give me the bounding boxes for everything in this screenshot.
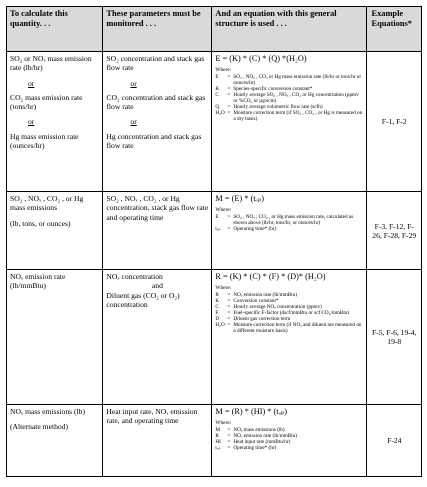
definition-item: K = Species-specific conversion constant* [215,87,363,93]
equation-cell [212,52,367,192]
definition-symbol: R [215,292,219,299]
equation-cell [212,192,367,270]
definition-text: Diluent gas correction term [233,315,291,322]
definition-text: Hourly average NOₓ concentration (ppmv) [233,304,322,311]
parameters-text: Heat input rate, NOₓ emission rate, and operating time [106,407,198,426]
parameters-cell [103,270,212,405]
definition-text: Moisture correction term (if NOₓ and diluent are measured on a different moisture basis) [233,321,362,334]
definition-symbol: E [215,74,219,81]
quantity-text: Hg mass emission rate (ounces/hr) [10,131,79,151]
definition-item: H₂O = Moisture correction term (if SO₂ , CO₂ , or Hg is measured on a dry basis) [215,109,363,122]
definition-symbol: tₒₚ [215,444,221,451]
definition-symbol: HI [215,439,221,446]
quantity-cell [7,405,103,477]
header-quantity: To calculate this quantity. . . [7,7,103,52]
definition-symbol: D [215,315,220,322]
parameters-cell [103,192,212,270]
definition-text: Moisture correction term (if SO₂ , CO₂ , or Hg is measured on a dry basis) [233,109,363,122]
definition-item: Q = Hourly average volumetric flow rate (scfh) [215,105,363,111]
quantity-cell [7,192,103,270]
definition-item: C = Hourly average SO₂ , NOₓ , CO₂ or Hg concentration (ppmv or %CO₂ or µg/scm) [215,93,363,105]
quantity-text: (Alternate method) [10,422,68,432]
definition-item: E = SO₂ , NOₓ , CO₂ or Hg mass emission rate (lb/hr or tons/hr or ounces/hr) [215,75,363,87]
definition-item: M = NOₓ mass emissions (lb) [215,428,363,434]
definition-text: Species-specific conversion constant* [233,86,313,93]
definition-symbol: tₒₚ [215,226,221,233]
definition-item: K = Conversion constant* [215,299,363,305]
definition-symbol: C [215,304,219,311]
definition-item: R = NOₓ emission rate (lb/mmBtu) [215,434,363,440]
quantity-text: SO₂ or NOₓ mass emission rate (lb/hr) [10,54,92,73]
table-row [7,270,422,405]
quantity-text: NOₓ mass emissions (lb) [10,407,85,416]
quantity-text: CO₂ mass emission rate (tons/hr) [10,92,83,112]
where-label: Where: [215,67,232,73]
table-row [7,405,422,477]
parameters-text: SO₂ concentration and stack gas flow rate [106,54,205,73]
or-text: or [130,117,137,127]
table-row [7,192,422,270]
header-parameters: These parameters must be monitored . . . [103,7,212,52]
definition-text: Conversion constant* [233,298,279,305]
definition-text: Operating time* (hr) [233,444,277,451]
definition-item: E = SO₂ , NOₓ , CO₂ , or Hg mass emission rate, calculated as shown above (lb/hr, tons/hr, or ounces/hr) [215,215,363,227]
definition-text: Heat input rate (mmBtu/hr) [233,439,291,446]
definition-symbol: H₂O [215,109,225,116]
definition-text: SO₂ , NOₓ , CO₂ , or Hg mass emission rate, calculated as shown above (lb/hr, tons/hr, or ounces/hr) [233,214,354,227]
quantity-text: NOₓ emission rate (lb/mmBtu) [10,272,66,291]
equation-cell [212,405,367,477]
equation-cell [212,270,367,405]
equations-table-page [6,6,422,477]
definition-symbol: H₂O [215,321,225,328]
definition-item: R = NOₓ emission rate (lb/mmBtu) [215,293,363,299]
equation-text: M = (E) * (tₒₚ) [215,194,265,203]
header-equation: And an equation with this general structure is used . . . [212,7,367,52]
definition-text: Hourly average volumetric flow rate (scfh) [233,103,323,110]
quantity-cell [7,270,103,405]
definition-symbol: R [215,433,219,440]
equation-text: M = (R) * (HI) * (tₒₚ) [215,407,288,416]
example-equations-cell: F-5, F-6, 19-4, 19-8 [367,270,422,405]
definition-item: F = Fuel-specific F-factor (dscf/mmBtu or scf CO₂/mmBtu) [215,311,363,317]
quantity-text: SO₂ , NOₓ , CO₂ , or Hg mass emissions [10,194,84,213]
definition-text: NOₓ emission rate (lb/mmBtu) [233,433,297,440]
where-label: Where: [215,207,232,213]
definition-text: Fuel-specific F-factor (dscf/mmBtu or scf CO₂/mmBtu) [233,309,350,316]
where-label: Where: [215,420,232,426]
definition-text: NOₓ mass emissions (lb) [233,427,285,434]
header-examples: Example Equations* [367,7,422,52]
definition-symbol: C [215,91,219,98]
definition-item: tₒₚ = Operating time* (hr) [215,446,363,452]
definition-symbol: K [215,298,220,305]
parameters-text: Hg concentration and stack gas flow rate [106,131,202,151]
definition-symbol: K [215,86,220,93]
definition-symbol: E [215,214,219,221]
equation-text: E = (K) * (C) * (Q) *(H₂O) [215,54,307,63]
definition-symbol: M [215,427,221,434]
header-row [7,7,422,52]
definition-symbol: Q [215,103,220,110]
definition-text: Hourly average SO₂ , NOₓ , CO₂ or Hg concentration (ppmv or %CO₂ or µg/scm) [233,91,359,104]
and-text: and [151,281,163,291]
definition-item: tₒₚ = Operating time* (hr) [215,227,363,233]
example-equations-cell: F-3, F-12, F-26, F-28, F-29 [367,192,422,270]
or-text: or [28,117,35,127]
or-text: or [28,78,35,88]
definition-text: Operating time* (hr) [233,226,277,233]
quantity-cell [7,52,103,192]
definition-text: NOₓ emission rate (lb/mmBtu) [233,292,297,299]
or-text: or [130,78,137,88]
parameters-text: NOₓ concentration [106,272,163,281]
definition-item: HI = Heat input rate (mmBtu/hr) [215,440,363,446]
quantity-text: (lb, tons, or ounces) [10,218,71,228]
definition-text: SO₂ , NOₓ , CO₂ or Hg mass emission rate (lb/hr or tons/hr or ounces/hr) [233,74,362,87]
table-row [7,52,422,192]
definition-symbol: F [215,309,219,316]
where-label: Where: [215,285,232,291]
equations-table [6,6,422,477]
parameters-text: CO₂ concentration and stack gas flow rate [106,92,206,112]
parameters-cell [103,405,212,477]
example-equations-cell: F-1, F-2 [367,52,422,192]
equation-text: R = (K) * (C) * (F) * (D)* (H₂O) [215,272,326,281]
parameters-text: Diluent gas (CO₂ or O₂) concentration [106,290,180,309]
parameters-text: SO₂ , NOₓ , CO₂ , or Hg concentration, stack gas flow rate and operating time [106,194,209,222]
example-equations-cell: F-24 [367,405,422,477]
definition-item: D = Diluent gas correction term [215,317,363,323]
parameters-cell [103,52,212,192]
definition-item: C = Hourly average NOₓ concentration (ppmv) [215,305,363,311]
definition-item: H₂O = Moisture correction term (if NOₓ and diluent are measured on a different moisture basis) [215,321,362,334]
